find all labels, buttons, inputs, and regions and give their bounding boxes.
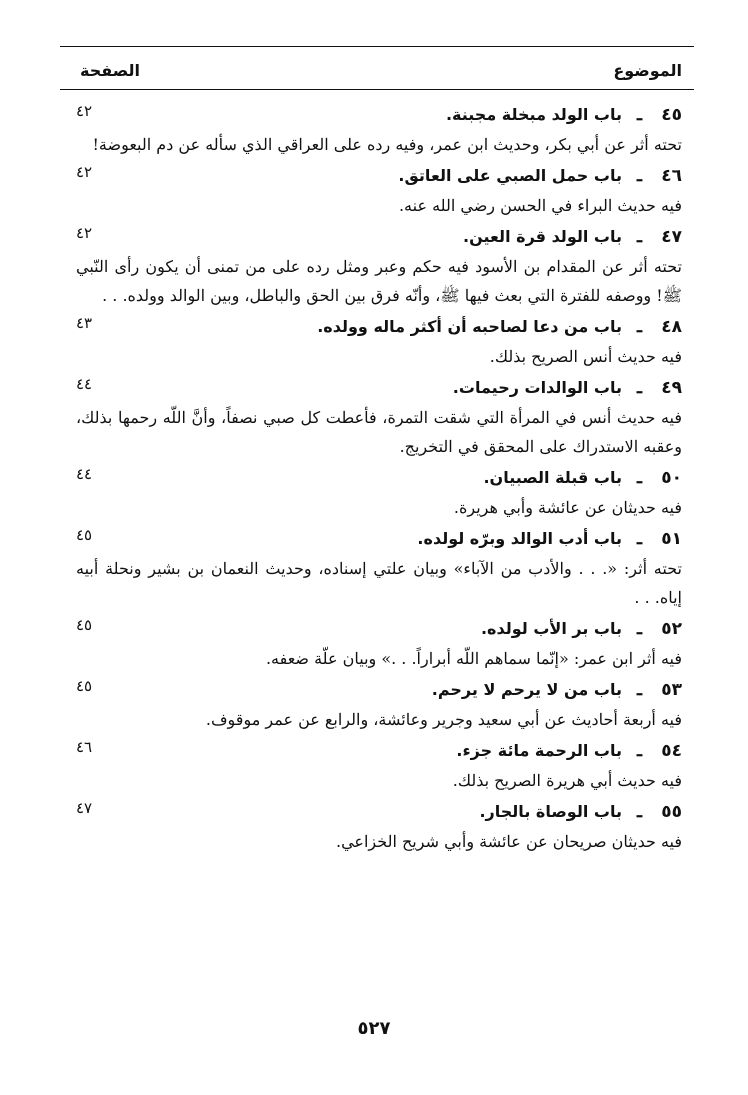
entry-description: فيه حديثان عن عائشة وأبي هريرة. bbox=[453, 498, 682, 517]
entry-title: باب بر الأب لولده. bbox=[480, 619, 622, 638]
toc-entry-heading bbox=[76, 222, 682, 252]
entry-page-number: ٤٢ bbox=[76, 163, 93, 181]
toc-entry bbox=[76, 100, 682, 159]
entry-page-number: ٤٤ bbox=[76, 375, 93, 393]
toc-entry-heading bbox=[76, 100, 682, 130]
header-rule bbox=[60, 89, 694, 90]
entry-number: ٤٦ bbox=[661, 166, 682, 186]
entry-title: باب الوصاة بالجار. bbox=[479, 802, 622, 821]
entry-description: تحته أثر عن أبي بكر، وحديث ابن عمر، وفيه رده على العراقي الذي سأله عن دم البعوضة! bbox=[92, 135, 682, 154]
entry-dash: ـ bbox=[637, 680, 642, 700]
toc-entry-heading bbox=[76, 797, 682, 827]
entry-description: فيه أربعة أحاديث عن أبي سعيد وجرير وعائشة، والرابع عن عمر موقوف. bbox=[205, 710, 682, 729]
top-rule bbox=[60, 46, 694, 47]
toc-entry-heading bbox=[76, 675, 682, 705]
page-number: ٥٢٧ bbox=[357, 1018, 391, 1039]
entry-number: ٤٩ bbox=[661, 378, 682, 398]
entry-description: فيه أثر ابن عمر: «إنّما سماهم اللّه أبراراً. . .» وبيان علّة ضعفه. bbox=[265, 649, 682, 668]
toc-entry bbox=[76, 222, 682, 310]
entry-dash: ـ bbox=[637, 529, 642, 549]
toc-entry bbox=[76, 312, 682, 371]
entry-page-number: ٤٤ bbox=[76, 465, 93, 483]
entry-number: ٤٧ bbox=[661, 227, 682, 247]
entry-title: باب الولد مبخلة مجبنة. bbox=[445, 105, 622, 124]
toc-entry bbox=[76, 736, 682, 795]
toc-entry bbox=[76, 524, 682, 612]
entry-dash: ـ bbox=[637, 802, 642, 822]
entry-page-number: ٤٣ bbox=[76, 314, 93, 332]
toc-entry-heading bbox=[76, 312, 682, 342]
entry-page-number: ٤٦ bbox=[76, 738, 93, 756]
entry-dash: ـ bbox=[637, 317, 642, 337]
toc-entry-heading bbox=[76, 161, 682, 191]
entry-title: باب من دعا لصاحبه أن أكثر ماله وولده. bbox=[317, 317, 622, 336]
entry-description: فيه حديث أبي هريرة الصريح بذلك. bbox=[452, 771, 682, 790]
entry-title: باب حمل الصبي على العاتق. bbox=[398, 166, 622, 185]
entry-number: ٥٠ bbox=[661, 468, 682, 488]
entry-page-number: ٤٢ bbox=[76, 102, 93, 120]
toc-entry-heading bbox=[76, 373, 682, 403]
entry-title: باب قبلة الصبيان. bbox=[483, 468, 622, 487]
entry-page-number: ٤٢ bbox=[76, 224, 93, 242]
toc-entry-heading bbox=[76, 736, 682, 766]
toc-entry-heading bbox=[76, 614, 682, 644]
entry-dash: ـ bbox=[637, 468, 642, 488]
entry-title: باب الوالدات رحيمات. bbox=[452, 378, 622, 397]
toc-entry bbox=[76, 797, 682, 856]
entry-number: ٥٣ bbox=[661, 680, 682, 700]
entry-description: فيه حديث البراء في الحسن رضي الله عنه. bbox=[398, 196, 682, 215]
entry-description: فيه حديثان صريحان عن عائشة وأبي شريح الخزاعي. bbox=[336, 832, 682, 851]
entry-description: فيه حديث أنس الصريح بذلك. bbox=[489, 347, 682, 366]
entry-description: فيه حديث أنس في المرأة التي شقت التمرة، فأعطت كل صبي نصفاً، وأنَّ اللّه رحمها بذلك، وعقبه الاستدراك على المحقق في التخريج. bbox=[76, 408, 682, 456]
entry-number: ٥٥ bbox=[661, 802, 682, 822]
toc-entry bbox=[76, 675, 682, 734]
toc-entry bbox=[76, 161, 682, 220]
entry-number: ٤٥ bbox=[661, 105, 682, 125]
entry-dash: ـ bbox=[637, 378, 642, 398]
entry-number: ٥١ bbox=[661, 529, 682, 549]
header-topic-label: الموضوع bbox=[613, 61, 682, 80]
toc-entry bbox=[76, 463, 682, 522]
table-of-contents bbox=[76, 100, 682, 858]
entry-dash: ـ bbox=[637, 105, 642, 125]
toc-entry bbox=[76, 614, 682, 673]
header-page-label: الصفحة bbox=[80, 61, 141, 80]
entry-dash: ـ bbox=[637, 741, 642, 761]
entry-dash: ـ bbox=[637, 227, 642, 247]
entry-number: ٥٤ bbox=[661, 741, 682, 761]
entry-page-number: ٤٧ bbox=[76, 799, 93, 817]
entry-description: تحته أثر عن المقدام بن الأسود فيه حكم وعبر ومثل رده على من تمنى أن يكون رأى النّبي ﷺ! ووصفه للفترة التي بعث فيها ﷺ، وأنّه فرق بين الحق والباطل، وبين الوالد وولده. . . bbox=[76, 257, 682, 305]
entry-number: ٤٨ bbox=[661, 317, 682, 337]
entry-dash: ـ bbox=[637, 166, 642, 186]
entry-title: باب أدب الوالد وبرّه لولده. bbox=[417, 529, 622, 548]
entry-number: ٥٢ bbox=[661, 619, 682, 639]
entry-title: باب الرحمة مائة جزء. bbox=[456, 741, 622, 760]
entry-title: باب الولد قرة العين. bbox=[463, 227, 622, 246]
entry-description: تحته أثر: «. . . والأدب من الآباء» وبيان علتي إسناده، وحديث النعمان بن بشير ونحلة أبيه إياه. . . bbox=[76, 559, 682, 607]
entry-page-number: ٤٥ bbox=[76, 677, 93, 695]
entry-page-number: ٤٥ bbox=[76, 616, 93, 634]
toc-entry-heading bbox=[76, 524, 682, 554]
entry-title: باب من لا يرحم لا يرحم. bbox=[431, 680, 622, 699]
toc-entry-heading bbox=[76, 463, 682, 493]
entry-dash: ـ bbox=[637, 619, 642, 639]
toc-entry bbox=[76, 373, 682, 461]
entry-page-number: ٤٥ bbox=[76, 526, 93, 544]
